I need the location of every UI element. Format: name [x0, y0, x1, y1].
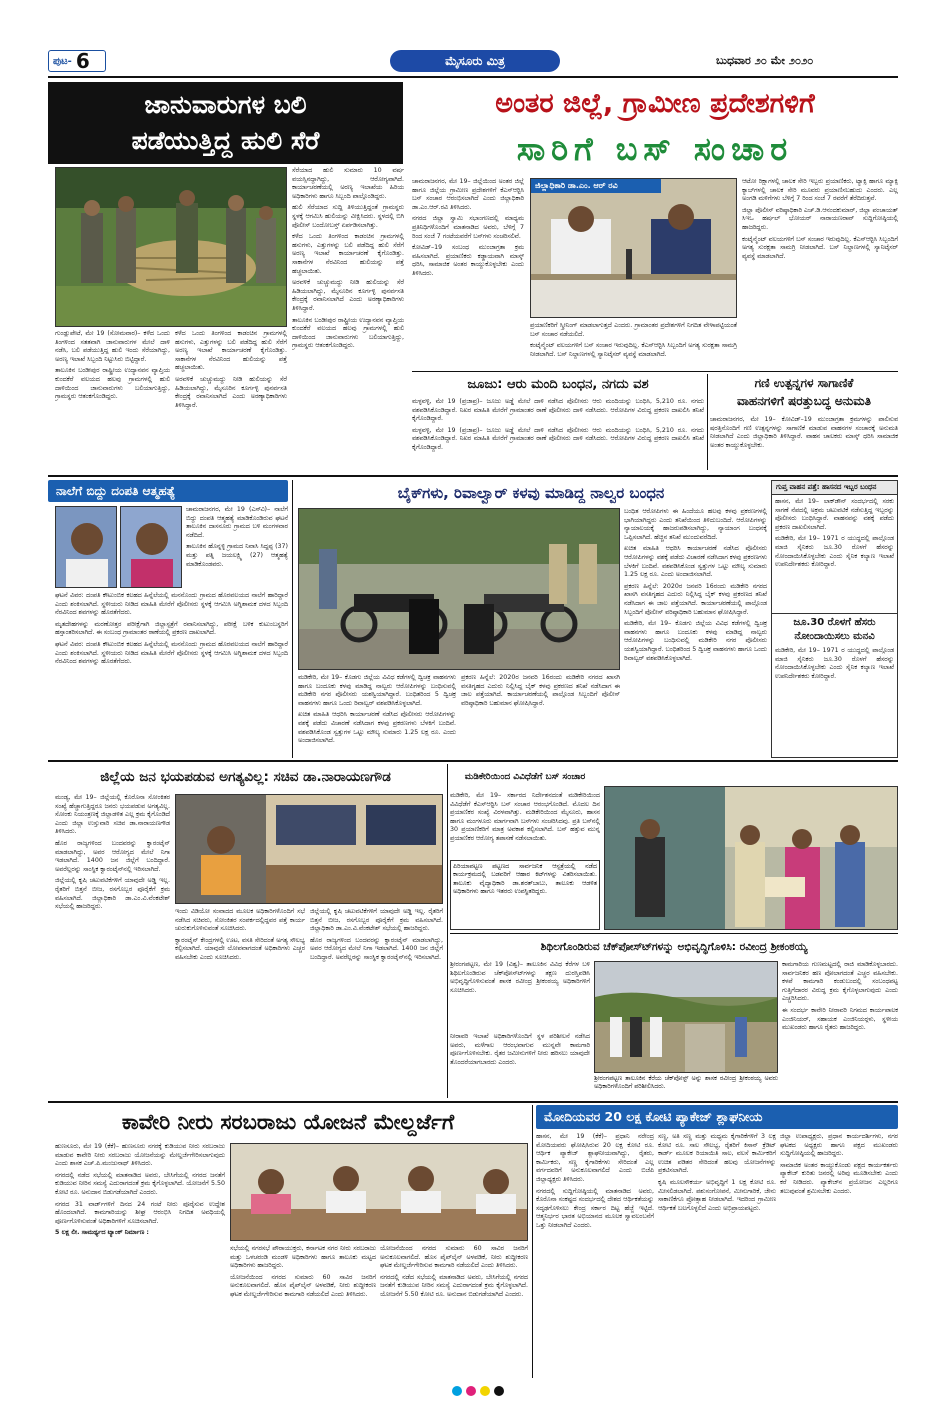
sidebox-subhead — [772, 613, 897, 644]
cauvery-headline: ಕಾವೇರಿ ನೀರು ಸರಬರಾಜು ಯೋಜನೆ ಮೇಲ್ದರ್ಜೆಗೆ — [121, 1110, 455, 1134]
minister-para-3: ಇಂದು ವಿಡಿಯೋ ಸಂವಾದದ ಮೂಲಕ ಅಧಿಕಾರಿಗಳೊಂದಿಗೆ ಸಭೆ ನಡೆಸಿದ ಸಚಿವರು, ಸೋಂಕಿತರ ಸಂಪರ್ಕದಲ್ಲಿದ್ದವರ ಪತ್ತೆ ಕಾರ್ಯ ಚುರುಕುಗೊಳಿಸುವಂತೆ ಸೂಚಿಸಿದರು. — [175, 908, 305, 933]
page-number-badge — [48, 50, 106, 72]
lake-para-3: ಕಾಮಗಾರಿಯ ಗುಣಮಟ್ಟದಲ್ಲಿ ರಾಜಿ ಮಾಡಿಕೊಳ್ಳಬಾರದು. ಸಾರ್ವಜನಿಕರ ಹಣ ಪೋಲಾಗದಂತೆ ಎಚ್ಚರ ವಹಿಸಬೇಕು. ಕಳಪೆ ಕಾಮಗಾರಿ ಕಂಡುಬಂದಲ್ಲಿ ಸಂಬಂಧಪಟ್ಟ ಗುತ್ತಿಗೆದಾರರ ವಿರುದ್ಧ ಕ್ರಮ ಕೈಗೊಳ್ಳಲಾಗುವುದು ಎಂದು ಎಚ್ಚರಿಸಿದರು. — [782, 961, 898, 1003]
bus-para-4: ಪ್ರಯಾಣಿಕರಿಗೆ ಸ್ಕ್ರೀನಿಂಗ್ ಮಾಡಲಾಗುತ್ತದೆ ಎಂದರು. ಗ್ರಾಮಾಂತರ ಪ್ರದೇಶಗಳಿಗೆ ನಿಗದಿತ ವೇಳಾಪಟ್ಟಿಯಂತೆ ಬಸ್ ಸಂಚಾರ ನಡೆಯಲಿದೆ. — [530, 322, 737, 338]
lake-photo-art — [595, 962, 778, 1073]
bus-body-col-3 — [742, 178, 898, 368]
press-meet-photo-art — [531, 179, 737, 318]
modi-body-col-2 — [658, 1133, 776, 1378]
bikes-headline: ಬೈಕ್‍ಗಳು, ರಿವಾಲ್ವಾರ್ ಕಳವು ಮಾಡಿದ್ದ ನಾಲ್ವರ ಬಂಧನ — [397, 484, 665, 502]
bus-body-col-2 — [530, 322, 737, 368]
bikes-para-4: ಬಂಧಿತ ಆರೋಪಿಗಳು ಈ ಹಿಂದೆಯೂ ಹಲವು ಕಳವು ಪ್ರಕರಣಗಳಲ್ಲಿ ಭಾಗಿಯಾಗಿದ್ದರು ಎಂದು ತನಿಖೆಯಿಂದ ತಿಳಿದುಬಂದಿದೆ. ಆರೋಪಿಗಳನ್ನು ನ್ಯಾಯಾಲಯಕ್ಕೆ ಹಾಜರುಪಡಿಸಲಾಗಿದ್ದು, ನ್ಯಾಯಾಂಗ ಬಂಧನಕ್ಕೆ ಒಪ್ಪಿಸಲಾಗಿದೆ. ಹೆಚ್ಚಿನ ತನಿಖೆ ಮುಂದುವರೆದಿದೆ. — [624, 508, 767, 541]
sidebox-para-1: ಹಾಸನ, ಮೇ 19– ಲಾಕ್‍ಡೌನ್ ಸಂದರ್ಭದಲ್ಲಿ ಸರಕು ಸಾಗಣೆ ನೆಪದಲ್ಲಿ ಅಕ್ರಮ ಚಟುವಟಿಕೆ ನಡೆಸುತ್ತಿದ್ದ ಇಬ್ಬರನ್ನು ಪೊಲೀಸರು ಬಂಧಿಸಿದ್ದಾರೆ. ವಾಹನವನ್ನು ವಶಕ್ಕೆ ಪಡೆದು ಪ್ರಕರಣ ದಾಖಲಿಸಲಾಗಿದೆ. — [775, 498, 894, 531]
cauvery-body-col-1 — [55, 1143, 225, 1378]
modi-para-3: ಸಣ್ಣ, ಅತಿ ಸಣ್ಣ ಮತ್ತು ಮಧ್ಯಮ ಕೈಗಾರಿಕೆಗಳಿಗೆ 3 ಲಕ್ಷ ಕೋಟಿ ರೂ. ಸಾಲ ಸೌಲಭ್ಯ, ರೈತರಿಗೆ ಕಿಸಾನ್ ಕ್ರೆಡಿಟ್ ಕಾರ್ಡ್ ಮೂಲಕ ರಿಯಾಯಿತಿ ಸಾಲ, ವಲಸೆ ಕಾರ್ಮಿಕರಿಗೆ ಉಚಿತ ಪಡಿತರ ಸೇರಿದಂತೆ ಹಲವು ಯೋಜನೆಗಳನ್ನು ಪ್ರಕಟಿಸಲಾಗಿದೆ. — [658, 1133, 776, 1175]
cauvery-footer-note: 5 ಲಕ್ಷ ಲೀ. ಸಾಮರ್ಥ್ಯದ ಟ್ಯಾಂಕ್ ನಿರ್ಮಾಣ : — [55, 1229, 149, 1237]
wife-portrait-art — [121, 507, 182, 588]
sidebox-subhead-line-2: ನೋಂದಾಯಿಸಲು ಮನವಿ — [794, 631, 875, 642]
tiger-body-left — [55, 330, 170, 470]
mining-headline-line-2: ವಾಹನಗಳಿಗೆ ಷರತ್ತುಬದ್ಧ ಅನುಮತಿ — [736, 394, 871, 408]
lake-body-col-2 — [450, 1033, 590, 1098]
suicide-para-3-cont: ಘಟನೆ ವಿವರ: ದಂಪತಿ ಕೌಟುಂಬಿಕ ಕಲಹದ ಹಿನ್ನೆಲೆಯಲ್ಲಿ ಮನನೊಂದು ಗ್ರಾಮದ ಹೊರವಲಯದ ನಾಲೆಗೆ ಹಾರಿದ್ದಾರೆ ಎಂದು ಶಂಕಿಸಲಾಗಿದೆ. ಸ್ಥಳೀಯರು ನೀಡಿದ ಮಾಹಿತಿ ಮೇರೆಗೆ ಪೊಲೀಸರು ಸ್ಥಳಕ್ಕೆ ಆಗಮಿಸಿ ಅಗ್ನಿಶಾಮಕ ದಳದ ಸಿಬ್ಬಂದಿ ನೆರವಿನಿಂದ ಶವಗಳನ್ನು ಹೊರತೆಗೆದರು. — [55, 640, 288, 666]
top-section-rule — [48, 475, 898, 477]
food-kit-distribution-photo — [604, 786, 898, 930]
bus-para-6: ಆಟೋ ರಿಕ್ಷಾಗಳಲ್ಲಿ ಚಾಲಕ ಸೇರಿ ಇಬ್ಬರು ಪ್ರಯಾಣಿಕರು, ಟ್ಯಾಕ್ಸಿ ಹಾಗೂ ಮ್ಯಾಕ್ಸಿ ಕ್ಯಾಬ್‍ಗಳಲ್ಲಿ ಚಾಲಕ ಸೇರಿ ಮೂವರು ಪ್ರಯಾಣಿಸಬಹುದು ಎಂದರು. ಎಲ್ಲ ಅಂಗಡಿ ಮಳಿಗೆಗಳು ಬೆಳಿಗ್ಗೆ 7 ರಿಂದ ಸಂಜೆ 7 ರವರೆಗೆ ತೆರೆದಿರುತ್ತವೆ. — [742, 178, 898, 203]
madikeri-bus-body — [450, 792, 600, 860]
bikes-body-col-3 — [624, 508, 767, 756]
tiger-para-4-cont: ಅರವಳಿಕೆ ಚುಚ್ಚುಮದ್ದು ನೀಡಿ ಹುಲಿಯನ್ನು ಸೆರೆ ಹಿಡಿಯಲಾಗಿದ್ದು, ಮೈಸೂರಿನ ಕೂರ್ಗಳ್ಳಿ ಪುನರ್ವಸತಿ ಕೇಂದ್ರಕ್ಕೆ ರವಾನಿಸಲಾಗಿದೆ ಎಂದು ಅರಣ್ಯಾಧಿಕಾರಿಗಳು ತಿಳಿಸಿದ್ದಾರೆ. — [292, 279, 404, 312]
issue-date: ಬುಧವಾರ ೨೦ ಮೇ ೨೦೨೦ — [716, 54, 814, 67]
sidebox — [771, 480, 898, 758]
registration-mark-magenta — [466, 1386, 476, 1396]
bikes-seizure-photo — [298, 508, 620, 670]
bus-para-3: ಕೋವಿಡ್–19 ಸಂಬಂಧ ಮುಂಜಾಗ್ರತಾ ಕ್ರಮ ವಹಿಸಲಾಗಿದೆ. ಪ್ರಯಾಣಿಕರು ಕಡ್ಡಾಯವಾಗಿ ಮಾಸ್ಕ್ ಧರಿಸಿ, ಸಾಮಾಜಿಕ ಅಂತರ ಕಾಯ್ದುಕೊಳ್ಳಬೇಕು ಎಂದು ತಿಳಿಸಿದರು. — [412, 244, 524, 277]
cauvery-para-5-cont: ಯೋಜನೆಯಿಂದ ನಗರದ ಸುಮಾರು 60 ಸಾವಿರ ಜನರಿಗೆ ಅನುಕೂಲವಾಗಲಿದೆ. ಹೊಸ ಪೈಪ್‍ಲೈನ್ ಅಳವಡಿಕೆ, ನೀರು ಶುದ್ಧೀಕರಣ ಘಟಕ ಮೇಲ್ದರ್ಜೆಗೇರಿಸುವ ಕಾಮಗಾರಿ ನಡೆಯಲಿದೆ ಎಂದು ತಿಳಿಸಿದರು. — [380, 1245, 528, 1270]
lake-caption — [594, 1075, 778, 1098]
gambling-body — [412, 398, 704, 470]
registration-mark-black — [494, 1386, 504, 1396]
minister-para-4: ಕ್ವಾರಂಟೈನ್ ಕೇಂದ್ರಗಳಲ್ಲಿ ಊಟ, ವಸತಿ ಸೇರಿದಂತೆ ಅಗತ್ಯ ಸೌಲಭ್ಯ ಕಲ್ಪಿಸಲಾಗಿದೆ. ಯಾವುದೇ ಲೋಪವಾಗದಂತೆ ಅಧಿಕಾರಿಗಳು ಎಚ್ಚರ ವಹಿಸಬೇಕು ಎಂದು ಸೂಚಿಸಿದರು. — [175, 936, 305, 961]
bus-headline-line-1: ಅಂತರ ಜಿಲ್ಲೆ, ಗ್ರಾಮೀಣ ಪ್ರದೇಶಗಳಿಗೆ — [495, 88, 815, 119]
tiger-para-1: ಗುಂಡ್ಲುಪೇಟೆ, ಮೇ 19 (ಸೋಮವಾರ)– ಕಳೆದ ಒಂದು ತಿಂಗಳಿಂದ ಸತತವಾಗಿ ಜಾನುವಾರುಗಳ ಮೇಲೆ ದಾಳಿ ನಡೆಸಿ, ಬಲಿ ಪಡೆಯುತ್ತಿದ್ದ ಹುಲಿ ಇಂದು ಸೆರೆಯಾಗಿದ್ದು, ಅರಣ್ಯ ಇಲಾಖೆ ಸಿಬ್ಬಂದಿ ನಿಟ್ಟುಸಿರು ಬಿಟ್ಟಿದ್ದಾರೆ. — [55, 330, 170, 363]
cauvery-photo-art — [231, 1144, 528, 1241]
minister-body-col-2 — [175, 908, 305, 1098]
bikes-para-1-cont: ಮಡಿಕೇರಿ, ಮೇ 19– ಕೊಡಗು ಜಿಲ್ಲೆಯ ವಿವಿಧ ಕಡೆಗಳಲ್ಲಿ ದ್ವಿಚಕ್ರ ವಾಹನಗಳು ಹಾಗೂ ಬಂದೂಕು ಕಳವು ಮಾಡಿದ್ದ ನಾಲ್ವರು ಆರೋಪಿಗಳನ್ನು ಬಂಧಿಸುವಲ್ಲಿ ಮಡಿಕೇರಿ ನಗರ ಪೊಲೀಸರು ಯಶಸ್ವಿಯಾಗಿದ್ದಾರೆ. ಬಂಧಿತರಿಂದ 5 ದ್ವಿಚಕ್ರ ವಾಹನಗಳು ಹಾಗೂ ಒಂದು ರಿವಾಲ್ವರ್ ವಶಪಡಿಸಿಕೊಳ್ಳಲಾಗಿದೆ. — [624, 620, 767, 662]
tiger-para-6: ಹುಲಿ ಸೆರೆಯಾದ ಸುದ್ದಿ ತಿಳಿಯುತ್ತಿದ್ದಂತೆ ಗ್ರಾಮಸ್ಥರು ಸ್ಥಳಕ್ಕೆ ಆಗಮಿಸಿ ಹುಲಿಯನ್ನು ವೀಕ್ಷಿಸಿದರು. ಸ್ಥಳದಲ್ಲಿ ಬಿಗಿ ಪೊಲೀಸ್ ಬಂದೋಬಸ್ತ್ ಏರ್ಪಡಿಸಲಾಗಿತ್ತು. — [292, 204, 404, 229]
cauvery-para-3: ನಗರದ 31 ವಾರ್ಡ್‍ಗಳಿಗೆ ದಿನದ 24 ಗಂಟೆ ನೀರು ಪೂರೈಸುವ ಉದ್ದೇಶ ಹೊಂದಲಾಗಿದೆ. ಕಾಮಗಾರಿಯನ್ನು ಶೀಘ್ರ ಆರಂಭಿಸಿ ನಿಗದಿತ ಅವಧಿಯಲ್ಲಿ ಪೂರ್ಣಗೊಳಿಸುವಂತೆ ಅಧಿಕಾರಿಗಳಿಗೆ ಸೂಚಿಸಲಾಗಿದೆ. — [55, 1200, 225, 1225]
lake-para-1: ಶ್ರೀರಂಗಪಟ್ಟಣ, ಮೇ 19 (ವಿಶ್ವ)– ತಾಲೂಕಿನ ವಿವಿಧ ಕೆರೆಗಳ ಬಳಿ ಶಿಥಿಲಗೊಂಡಿರುವ ಚೆಕ್‍ಪೋಸ್ಟ್‍ಗಳನ್ನು ತಕ್ಷಣ ದುರಸ್ತಿಪಡಿಸಿ ಅಭಿವೃದ್ಧಿಗೊಳಿಸುವಂತೆ ಶಾಸಕ ರವೀಂದ್ರ ಶ್ರೀಕಂಠಯ್ಯ ಅಧಿಕಾರಿಗಳಿಗೆ ಸೂಚಿಸಿದರು. — [450, 961, 590, 994]
sidebox-body-2 — [772, 644, 897, 742]
cauvery-meeting-photo — [230, 1143, 528, 1241]
mining-headline-line-1: ಗಣಿ ಉತ್ಪನ್ನಗಳ ಸಾಗಾಣಿಕೆ — [754, 376, 854, 390]
bikes-photo-art — [299, 509, 620, 670]
couple-photo-wife — [120, 506, 182, 588]
cauvery-body-col-3 — [380, 1245, 528, 1378]
couple-photo-husband — [55, 506, 117, 588]
minister-para-2-cont: ಹೊರ ರಾಜ್ಯಗಳಿಂದ ಬಂದವರನ್ನು ಕ್ವಾರಂಟೈನ್ ಮಾಡಲಾಗಿದ್ದು, ಅವರ ಆರೋಗ್ಯದ ಮೇಲೆ ನಿಗಾ ಇಡಲಾಗಿದೆ. 1400 ಜನ ಜಿಲ್ಲೆಗೆ ಬಂದಿದ್ದಾರೆ. ಅವರೆಲ್ಲರನ್ನು ಸಾಂಸ್ಥಿಕ ಕ್ವಾರಂಟೈನ್‍ನಲ್ಲಿ ಇರಿಸಲಾಗಿದೆ. — [310, 936, 443, 961]
lake-body-col-3 — [782, 961, 898, 1098]
bikes-body-col-2 — [461, 674, 620, 756]
tiger-headline — [48, 82, 403, 164]
suicide-body-bottom — [55, 592, 288, 752]
sidebox-body-1 — [772, 495, 897, 613]
minister-para-5: ಜಿಲ್ಲೆಯಲ್ಲಿ ಕೃಷಿ ಚಟುವಟಿಕೆಗಳಿಗೆ ಯಾವುದೇ ಅಡ್ಡಿ ಇಲ್ಲ. ರೈತರಿಗೆ ಬಿತ್ತನೆ ಬೀಜ, ರಸಗೊಬ್ಬರ ಪೂರೈಕೆಗೆ ಕ್ರಮ ವಹಿಸಲಾಗಿದೆ. ಜಿಲ್ಲಾಧಿಕಾರಿ ಡಾ.ಎಂ.ವಿ.ವೆಂಕಟೇಶ್ ಸಭೆಯಲ್ಲಿ ಹಾಜರಿದ್ದರು. — [55, 877, 170, 911]
lake-top-rule — [450, 933, 898, 934]
suicide-para-4: ಮೃತದೇಹಗಳನ್ನು ಮರಣೋತ್ತರ ಪರೀಕ್ಷೆಗಾಗಿ ಜಿಲ್ಲಾಸ್ಪತ್ರೆಗೆ ರವಾನಿಸಲಾಗಿದ್ದು, ಪರೀಕ್ಷೆ ಬಳಿಕ ಕುಟುಂಬಸ್ಥರಿಗೆ ಹಸ್ತಾಂತರಿಸಲಾಗಿದೆ. ಈ ಸಂಬಂಧ ಗ್ರಾಮಾಂತರ ಠಾಣೆಯಲ್ಲಿ ಪ್ರಕರಣ ದಾಖಲಾಗಿದೆ. — [55, 620, 288, 637]
lake-inspection-photo — [594, 961, 778, 1073]
bikes-para-3-cont: ಪ್ರಕರಣ ಹಿನ್ನೆಲೆ: 2020ರ ಜನವರಿ 16ರಂದು ಮಡಿಕೇರಿ ನಗರದ ಖಾಸಗಿ ವಸತಿಗೃಹದ ಎದುರು ನಿಲ್ಲಿಸಿದ್ದ ಬೈಕ್ ಕಳವು ಪ್ರಕರಣದ ತನಿಖೆ ನಡೆಸಿದಾಗ ಈ ಜಾಲ ಪತ್ತೆಯಾಗಿದೆ. ಕಾರ್ಯಾಚರಣೆಯಲ್ಲಿ ಪಾಲ್ಗೊಂಡ ಸಿಬ್ಬಂದಿಗೆ ಪೊಲೀಸ್ ವರಿಷ್ಠಾಧಿಕಾರಿ ಬಹುಮಾನ ಘೋಷಿಸಿದ್ದಾರೆ. — [624, 582, 767, 616]
madikeri-bus-para: ಮಡಿಕೇರಿ, ಮೇ 19– ಸರ್ಕಾರದ ನಿರ್ದೇಶನದಂತೆ ಮಡಿಕೇರಿಯಿಂದ ವಿವಿಧೆಡೆಗೆ ಕೆಎಸ್‍ಆರ್‍ಟಿಸಿ ಬಸ್ ಸಂಚಾರ ಆರಂಭಗೊಂಡಿದೆ. ಮೊದಲ ದಿನ ಪ್ರಯಾಣಿಕರ ಸಂಖ್ಯೆ ವಿರಳವಾಗಿತ್ತು. ಮಡಿಕೇರಿಯಿಂದ ಮೈಸೂರು, ಹಾಸನ ಹಾಗೂ ಮಂಗಳೂರು ಮಾರ್ಗವಾಗಿ ಬಸ್‍ಗಳು ಸಂಚರಿಸಿದವು. ಪ್ರತಿ ಬಸ್‍ನಲ್ಲಿ 30 ಪ್ರಯಾಣಿಕರಿಗೆ ಮಾತ್ರ ಅವಕಾಶ ಕಲ್ಪಿಸಲಾಗಿದೆ. ಬಸ್ ಹತ್ತುವ ಮುನ್ನ ಪ್ರಯಾಣಿಕರ ಆರೋಗ್ಯ ತಪಾಸಣೆ ನಡೆಸಲಾಯಿತು. — [450, 792, 600, 842]
bus-para-5-cont: ಕಂಟೈನ್ಮೆಂಟ್ ವಲಯಗಳಿಗೆ ಬಸ್ ಸಂಚಾರ ಇರುವುದಿಲ್ಲ. ಕೆಎಸ್‍ಆರ್‍ಟಿಸಿ ಸಿಬ್ಬಂದಿಗೆ ಅಗತ್ಯ ಸುರಕ್ಷತಾ ಸಾಮಗ್ರಿ ನೀಡಲಾಗಿದೆ. ಬಸ್ ನಿಲ್ದಾಣಗಳಲ್ಲಿ ಸ್ಯಾನಿಟೈಸರ್ ವ್ಯವಸ್ಥೆ ಮಾಡಲಾಗಿದೆ. — [742, 235, 898, 260]
mining-para: ಚಾಮರಾಜನಗರ, ಮೇ 19– ಕೋವಿಡ್–19 ಮುಂಜಾಗ್ರತಾ ಕ್ರಮಗಳನ್ನು ಪಾಲಿಸುವ ಷರತ್ತಿನೊಂದಿಗೆ ಗಣಿ ಉತ್ಪನ್ನಗಳನ್ನು ಸಾಗಾಣಿಕೆ ಮಾಡುವ ವಾಹನಗಳ ಸಂಚಾರಕ್ಕೆ ಅನುಮತಿ ನೀಡಲಾಗಿದೆ ಎಂದು ಜಿಲ್ಲಾಧಿಕಾರಿ ತಿಳಿಸಿದ್ದಾರೆ. ವಾಹನ ಚಾಲಕರು ಮಾಸ್ಕ್ ಧರಿಸಿ ಸಾಮಾಜಿಕ ಅಂತರ ಕಾಯ್ದುಕೊಳ್ಳಬೇಕು. — [710, 416, 898, 449]
cauvery-para-2: ನಗರದಲ್ಲಿ ನಡೆದ ಸಭೆಯಲ್ಲಿ ಮಾತನಾಡಿದ ಅವರು, ಬೇಸಿಗೆಯಲ್ಲಿ ನಗರದ ಜನತೆಗೆ ಕುಡಿಯುವ ನೀರಿನ ಸಮಸ್ಯೆ ಎದುರಾಗದಂತೆ ಕ್ರಮ ಕೈಗೊಳ್ಳಲಾಗಿದೆ. ಯೋಜನೆಗೆ 5.50 ಕೋಟಿ ರೂ. ಅನುದಾನ ಬಿಡುಗಡೆಯಾಗಿದೆ ಎಂದರು. — [55, 1171, 225, 1196]
masthead: ಮೈಸೂರು ಮಿತ್ರ — [390, 50, 560, 72]
tiger-headline-line-2: ಪಡೆಯುತ್ತಿದ್ದ ಹುಲಿ ಸೆರೆ — [131, 126, 320, 155]
bus-para-1: ಚಾಮರಾಜನಗರ, ಮೇ 19– ಜಿಲ್ಲೆಯಿಂದ ಅಂತರ ಜಿಲ್ಲೆ ಹಾಗೂ ಜಿಲ್ಲೆಯ ಗ್ರಾಮೀಣ ಪ್ರದೇಶಗಳಿಗೆ ಕೆಎಸ್‍ಆರ್‍ಟಿಸಿ ಬಸ್ ಸಂಚಾರ ಆರಂಭಿಸಲಾಗಿದೆ ಎಂದು ಜಿಲ್ಲಾಧಿಕಾರಿ ಡಾ.ಎಂ.ಆರ್.ರವಿ ತಿಳಿಸಿದರು. — [412, 178, 524, 211]
food-kit-photo-art — [605, 787, 898, 930]
lake-para-2: ನೀರಾವರಿ ಇಲಾಖೆ ಅಧಿಕಾರಿಗಳೊಂದಿಗೆ ಸ್ಥಳ ಪರಿಶೀಲನೆ ನಡೆಸಿದ ಅವರು, ಮಳೆಗಾಲ ಆರಂಭವಾಗುವ ಮುನ್ನವೇ ಕಾಮಗಾರಿ ಪೂರ್ಣಗೊಳಿಸಬೇಕು. ರೈತರ ಜಮೀನುಗಳಿಗೆ ನೀರು ಹರಿಸಲು ಯಾವುದೇ ತೊಂದರೆಯಾಗಬಾರದು ಎಂದರು. — [450, 1033, 590, 1066]
gambling-top-rule — [412, 371, 898, 372]
tiger-para-5: ಸೆರೆಯಾದ ಹುಲಿ ಸುಮಾರು 10 ವರ್ಷ ವಯಸ್ಸಿನದ್ದಾಗಿದ್ದು, ಆರೋಗ್ಯವಾಗಿದೆ. ಕಾರ್ಯಾಚರಣೆಯಲ್ಲಿ ಅರಣ್ಯ ಇಲಾಖೆಯ ಹಿರಿಯ ಅಧಿಕಾರಿಗಳು ಹಾಗೂ ಸಿಬ್ಬಂದಿ ಪಾಲ್ಗೊಂಡಿದ್ದರು. — [292, 167, 404, 200]
gambling-para: ಮಳ್ಳವಳ್ಳಿ, ಮೇ 19 (ಪ್ರಜಾಪ್ರ)– ಜೂಜು ಅಡ್ಡೆ ಮೇಲೆ ದಾಳಿ ನಡೆಸಿದ ಪೊಲೀಸರು ಆರು ಮಂದಿಯನ್ನು ಬಂಧಿಸಿ, 5,210 ರೂ. ನಗದು ವಶಪಡಿಸಿಕೊಂಡಿದ್ದಾರೆ. ನಿಖರ ಮಾಹಿತಿ ಮೇರೆಗೆ ಗ್ರಾಮಾಂತರ ಠಾಣೆ ಪೊಲೀಸರು ದಾಳಿ ನಡೆಸಿದರು. ಆರೋಪಿಗಳ ವಿರುದ್ಧ ಪ್ರಕರಣ ದಾಖಲಿಸಿ ತನಿಖೆ ಕೈಗೊಂಡಿದ್ದಾರೆ. — [412, 398, 704, 423]
minister-body-col-3 — [310, 908, 443, 1098]
bus-press-meet-photo — [530, 178, 737, 318]
tiger-para-3: ಕಳೆದ ಒಂದು ತಿಂಗಳಿಂದ ಕಾಡಂಚಿನ ಗ್ರಾಮಗಳಲ್ಲಿ ಹಸುಗಳು, ಎತ್ತುಗಳನ್ನು ಬಲಿ ಪಡೆದಿದ್ದ ಹುಲಿ ಸೆರೆಗೆ ಅರಣ್ಯ ಇಲಾಖೆ ಕಾರ್ಯಾಚರಣೆ ಕೈಗೊಂಡಿತ್ತು. ಸಾಕಾನೆಗಳ ನೆರವಿನಿಂದ ಹುಲಿಯನ್ನು ಪತ್ತೆ ಹಚ್ಚಲಾಯಿತು. — [175, 330, 287, 372]
registration-mark-cyan — [452, 1386, 462, 1396]
modi-para-1: ಹಾಸನ, ಮೇ 19 (ಕೆಕೆ)– ಪ್ರಧಾನಿ ನರೇಂದ್ರ ಮೋದಿಯವರು ಘೋಷಿಸಿರುವ 20 ಲಕ್ಷ ಕೋಟಿ ರೂ. ಆರ್ಥಿಕ ಪ್ಯಾಕೇಜ್ ಶ್ಲಾಘನೀಯವಾಗಿದ್ದು, ರೈತರು, ಕಾರ್ಮಿಕರು, ಸಣ್ಣ ಕೈಗಾರಿಕೆಗಳು ಸೇರಿದಂತೆ ಎಲ್ಲ ವರ್ಗದವರಿಗೆ ಅನುಕೂಲವಾಗಲಿದೆ ಎಂದು ಬಿಜೆಪಿ ಜಿಲ್ಲಾಧ್ಯಕ್ಷರು ತಿಳಿಸಿದರು. — [536, 1133, 654, 1183]
bus-para-2: ನಗರದ ಜಿಲ್ಲಾ ಸ್ವಾಮಿ ಸಭಾಂಗಣದಲ್ಲಿ ಮಾಧ್ಯಮ ಪ್ರತಿನಿಧಿಗಳೊಂದಿಗೆ ಮಾತನಾಡಿದ ಅವರು, ಬೆಳಿಗ್ಗೆ 7 ರಿಂದ ಸಂಜೆ 7 ಗಂಟೆಯವರೆಗೆ ಬಸ್‍ಗಳು ಸಂಚರಿಸಲಿವೆ. — [412, 215, 524, 240]
modi-headline: ಮೋದಿಯವರ 20 ಲಕ್ಷ ಕೋಟಿ ಪ್ಯಾಕೇಜ್ ಶ್ಲಾಘನೀಯ — [536, 1105, 898, 1129]
modi-para-5: ಜಿಲ್ಲಾ ಉಪಾಧ್ಯಕ್ಷರು, ಪ್ರಧಾನ ಕಾರ್ಯದರ್ಶಿಗಳು, ನಗರ ಘಟಕದ ಅಧ್ಯಕ್ಷರು ಹಾಗೂ ಪಕ್ಷದ ಮುಖಂಡರು ಸುದ್ದಿಗೋಷ್ಠಿಯಲ್ಲಿ ಹಾಜರಿದ್ದರು. — [780, 1133, 898, 1158]
suicide-bikes-divider — [292, 480, 293, 758]
modi-para-6: ಸಾಮಾಜಿಕ ಅಂತರ ಕಾಯ್ದುಕೊಂಡು ಪಕ್ಷದ ಕಾರ್ಯಕರ್ತರು ಪ್ಯಾಕೇಜ್ ಕುರಿತು ಜನರಲ್ಲಿ ಅರಿವು ಮೂಡಿಸಬೇಕು ಎಂದು ಕರೆ ನೀಡಿದರು. ಪ್ಯಾಕೇಜ್‍ನ ಪ್ರಯೋಜನ ಎಲ್ಲರಿಗೂ ತಲುಪುವಂತೆ ಶ್ರಮಿಸಬೇಕು ಎಂದರು. — [780, 1161, 898, 1195]
mining-headline — [710, 374, 898, 414]
tiger-capture-photo — [55, 167, 287, 327]
bikes-para-2-cont: ಖಚಿತ ಮಾಹಿತಿ ಆಧರಿಸಿ ಕಾರ್ಯಾಚರಣೆ ನಡೆಸಿದ ಪೊಲೀಸರು ಆರೋಪಿಗಳನ್ನು ವಶಕ್ಕೆ ಪಡೆದು ವಿಚಾರಣೆ ನಡೆಸಿದಾಗ ಕಳವು ಪ್ರಕರಣಗಳು ಬೆಳಕಿಗೆ ಬಂದಿವೆ. ವಶಪಡಿಸಿಕೊಂಡ ಸ್ವತ್ತುಗಳ ಒಟ್ಟು ಮೌಲ್ಯ ಸುಮಾರು 1.25 ಲಕ್ಷ ರೂ. ಎಂದು ಅಂದಾಜಿಸಲಾಗಿದೆ. — [624, 545, 767, 579]
suicide-para-3: ಘಟನೆ ವಿವರ: ದಂಪತಿ ಕೌಟುಂಬಿಕ ಕಲಹದ ಹಿನ್ನೆಲೆಯಲ್ಲಿ ಮನನೊಂದು ಗ್ರಾಮದ ಹೊರವಲಯದ ನಾಲೆಗೆ ಹಾರಿದ್ದಾರೆ ಎಂದು ಶಂಕಿಸಲಾಗಿದೆ. ಸ್ಥಳೀಯರು ನೀಡಿದ ಮಾಹಿತಿ ಮೇರೆಗೆ ಪೊಲೀಸರು ಸ್ಥಳಕ್ಕೆ ಆಗಮಿಸಿ ಅಗ್ನಿಶಾಮಕ ದಳದ ಸಿಬ್ಬಂದಿ ನೆರವಿನಿಂದ ಶವಗಳನ್ನು ಹೊರತೆಗೆದರು. — [55, 592, 288, 617]
sidebox-title: ಗುಪ್ತ ವಾಹನ ಪತ್ತೆ: ಹಾಸನದ ಇಬ್ಬರ ಬಂಧನ — [772, 481, 897, 495]
bus-para-5: ಕಂಟೈನ್ಮೆಂಟ್ ವಲಯಗಳಿಗೆ ಬಸ್ ಸಂಚಾರ ಇರುವುದಿಲ್ಲ. ಕೆಎಸ್‍ಆರ್‍ಟಿಸಿ ಸಿಬ್ಬಂದಿಗೆ ಅಗತ್ಯ ಸುರಕ್ಷತಾ ಸಾಮಗ್ರಿ ನೀಡಲಾಗಿದೆ. ಬಸ್ ನಿಲ್ದಾಣಗಳಲ್ಲಿ ಸ್ಯಾನಿಟೈಸರ್ ವ್ಯವಸ್ಥೆ ಮಾಡಲಾಗಿದೆ. — [530, 342, 737, 358]
husband-portrait-art — [56, 507, 117, 588]
suicide-para-2: ತಾಲೂಕಿನ ಹೊನ್ನಳ್ಳಿ ಗ್ರಾಮದ ನಿವಾಸಿ ಸಿದ್ದಪ್ಪ (37) ಮತ್ತು ಪತ್ನಿ ಜಯಲಕ್ಷ್ಮಿ (27) ಆತ್ಮಹತ್ಯೆ ಮಾಡಿಕೊಂಡವರು. — [186, 543, 288, 568]
tiger-body-right — [292, 167, 404, 470]
sidebox-para-2: ಮಡಿಕೇರಿ, ಮೇ 19– 1971 ರ ಯುದ್ಧದಲ್ಲಿ ಪಾಲ್ಗೊಂಡ ಮಾಜಿ ಸೈನಿಕರು ಜೂ.30 ರೊಳಗೆ ಹೆಸರನ್ನು ನೋಂದಾಯಿಸಿಕೊಳ್ಳಬೇಕು ಎಂದು ಸೈನಿಕ ಕಲ್ಯಾಣ ಇಲಾಖೆ ಉಪನಿರ್ದೇಶಕರು ಕೋರಿದ್ದಾರೆ. — [775, 647, 894, 680]
modi-body-col-1 — [536, 1133, 654, 1378]
madikeri-caption-text: ಪಿರಿಯಾಪಟ್ಟಣ ಪಟ್ಟಣದ ಸಾರ್ವಜನಿಕ ಆಸ್ಪತ್ರೆಯಲ್ಲಿ ನಡೆದ ಕಾರ್ಯಕ್ರಮದಲ್ಲಿ ಬಡವರಿಗೆ ಆಹಾರ ಕಿಟ್‍ಗಳನ್ನು ವಿತರಿಸಲಾಯಿತು. ತಾಲೂಕು ವೈದ್ಯಾಧಿಕಾರಿ ಡಾ.ಶರತ್‍ಬಾಬು, ತಾಲೂಕು ಆಡಳಿತ ಅಧಿಕಾರಿಗಳು ಹಾಗೂ ಇತರರು ಉಪಸ್ಥಿತರಿದ್ದರು. — [453, 863, 597, 896]
tiger-para-2-cont: ತಾಲೂಕಿನ ಬಂಡೀಪುರ ರಾಷ್ಟ್ರೀಯ ಉದ್ಯಾನವನ ವ್ಯಾಪ್ತಿಯ ಕುಂದಕೆರೆ ವಲಯದ ಹಲವು ಗ್ರಾಮಗಳಲ್ಲಿ ಹುಲಿ ದಾಳಿಯಿಂದ ಜಾನುವಾರುಗಳು ಬಲಿಯಾಗುತ್ತಿದ್ದು, ಗ್ರಾಮಸ್ಥರು ಆತಂಕಗೊಂಡಿದ್ದರು. — [292, 316, 404, 350]
cauvery-para-4: ಸಭೆಯಲ್ಲಿ ನಗರಸಭೆ ಪೌರಾಯುಕ್ತರು, ಕರ್ನಾಟಕ ನಗರ ನೀರು ಸರಬರಾಜು ಮತ್ತು ಒಳಚರಂಡಿ ಮಂಡಳಿ ಅಧಿಕಾರಿಗಳು ಹಾಗೂ ತಾಲೂಕು ಮಟ್ಟದ ಅಧಿಕಾರಿಗಳು ಹಾಜರಿದ್ದರು. — [230, 1245, 376, 1270]
cauvery-para-5: ಯೋಜನೆಯಿಂದ ನಗರದ ಸುಮಾರು 60 ಸಾವಿರ ಜನರಿಗೆ ಅನುಕೂಲವಾಗಲಿದೆ. ಹೊಸ ಪೈಪ್‍ಲೈನ್ ಅಳವಡಿಕೆ, ನೀರು ಶುದ್ಧೀಕರಣ ಘಟಕ ಮೇಲ್ದರ್ಜೆಗೇರಿಸುವ ಕಾಮಗಾರಿ ನಡೆಯಲಿದೆ ಎಂದು ತಿಳಿಸಿದರು. — [230, 1273, 376, 1298]
lake-headline: ಶಿಥಿಲಗೊಂಡಿರುವ ಚೆಕ್‍ಪೋಸ್ಟ್‍ಗಳನ್ನು ಅಭಿವೃದ್ಧಿಗೊಳಿಸಿ: ರವೀಂದ್ರ ಶ್ರೀಕಂಠಯ್ಯ — [540, 941, 808, 953]
mid-section-rule — [48, 760, 898, 762]
bikes-para-1: ಮಡಿಕೇರಿ, ಮೇ 19– ಕೊಡಗು ಜಿಲ್ಲೆಯ ವಿವಿಧ ಕಡೆಗಳಲ್ಲಿ ದ್ವಿಚಕ್ರ ವಾಹನಗಳು ಹಾಗೂ ಬಂದೂಕು ಕಳವು ಮಾಡಿದ್ದ ನಾಲ್ವರು ಆರೋಪಿಗಳನ್ನು ಬಂಧಿಸುವಲ್ಲಿ ಮಡಿಕೇರಿ ನಗರ ಪೊಲೀಸರು ಯಶಸ್ವಿಯಾಗಿದ್ದಾರೆ. ಬಂಧಿತರಿಂದ 5 ದ್ವಿಚಕ್ರ ವಾಹನಗಳು ಹಾಗೂ ಒಂದು ರಿವಾಲ್ವರ್ ವಶಪಡಿಸಿಕೊಳ್ಳಲಾಗಿದೆ. — [298, 674, 456, 707]
modi-para-4: ಕೃಷಿ ಮೂಲಸೌಕರ್ಯ ಅಭಿವೃದ್ಧಿಗೆ 1 ಲಕ್ಷ ಕೋಟಿ ರೂ. ಮೀಸಲಿಡಲಾಗಿದೆ. ಪಶುಸಂಗೋಪನೆ, ಮೀನುಗಾರಿಕೆ, ಜೇನು ಸಾಕಾಣಿಕೆಗೂ ಪ್ರೋತ್ಸಾಹ ನೀಡಲಾಗಿದೆ. ಇದರಿಂದ ಗ್ರಾಮೀಣ ಆರ್ಥಿಕತೆ ಬಲಗೊಳ್ಳಲಿದೆ ಎಂದು ಅಭಿಪ್ರಾಯಪಟ್ಟರು. — [658, 1178, 776, 1212]
gambling-sanitizer-divider — [707, 374, 708, 470]
page-label: ಪುಟ- — [53, 55, 72, 67]
minister-video-conference-photo — [175, 794, 443, 904]
bikes-para-2: ಖಚಿತ ಮಾಹಿತಿ ಆಧರಿಸಿ ಕಾರ್ಯಾಚರಣೆ ನಡೆಸಿದ ಪೊಲೀಸರು ಆರೋಪಿಗಳನ್ನು ವಶಕ್ಕೆ ಪಡೆದು ವಿಚಾರಣೆ ನಡೆಸಿದಾಗ ಕಳವು ಪ್ರಕರಣಗಳು ಬೆಳಕಿಗೆ ಬಂದಿವೆ. ವಶಪಡಿಸಿಕೊಂಡ ಸ್ವತ್ತುಗಳ ಒಟ್ಟು ಮೌಲ್ಯ ಸುಮಾರು 1.25 ಲಕ್ಷ ರೂ. ಎಂದು ಅಂದಾಜಿಸಲಾಗಿದೆ. — [298, 711, 456, 745]
suicide-body-top — [186, 506, 288, 588]
cauvery-para-1: ಹುಣಸೂರು, ಮೇ 19 (ಕೆಕೆ)– ಹುಣಸೂರು ನಗರಕ್ಕೆ ಕುಡಿಯುವ ನೀರು ಸರಬರಾಜು ಮಾಡುವ ಕಾವೇರಿ ನೀರು ಸರಬರಾಜು ಯೋಜನೆಯನ್ನು ಮೇಲ್ದರ್ಜೆಗೇರಿಸಲಾಗುವುದು ಎಂದು ಶಾಸಕ ಎಚ್.ಪಿ.ಮಂಜುನಾಥ್ ತಿಳಿಸಿದರು. — [55, 1143, 225, 1168]
modi-body-col-3 — [780, 1133, 898, 1378]
lake-caption-text: ಶ್ರೀರಂಗಪಟ್ಟಣ ತಾಲೂಕಿನ ಕೆರೆಯ ಚೆಕ್‍ಪೋಸ್ಟ್ ಅನ್ನು ಶಾಸಕ ರವೀಂದ್ರ ಶ್ರೀಕಂಠಯ್ಯ ಅವರು ಅಧಿಕಾರಿಗಳೊಂದಿಗೆ ಪರಿಶೀಲಿಸಿದರು. — [594, 1075, 778, 1091]
bikes-para-3: ಪ್ರಕರಣ ಹಿನ್ನೆಲೆ: 2020ರ ಜನವರಿ 16ರಂದು ಮಡಿಕೇರಿ ನಗರದ ಖಾಸಗಿ ವಸತಿಗೃಹದ ಎದುರು ನಿಲ್ಲಿಸಿದ್ದ ಬೈಕ್ ಕಳವು ಪ್ರಕರಣದ ತನಿಖೆ ನಡೆಸಿದಾಗ ಈ ಜಾಲ ಪತ್ತೆಯಾಗಿದೆ. ಕಾರ್ಯಾಚರಣೆಯಲ್ಲಿ ಪಾಲ್ಗೊಂಡ ಸಿಬ್ಬಂದಿಗೆ ಪೊಲೀಸ್ ವರಿಷ್ಠಾಧಿಕಾರಿ ಬಹುಮಾನ ಘೋಷಿಸಿದ್ದಾರೆ. — [461, 674, 620, 707]
minister-madikeri-divider — [447, 764, 448, 1098]
minister-para-5-cont: ಜಿಲ್ಲೆಯಲ್ಲಿ ಕೃಷಿ ಚಟುವಟಿಕೆಗಳಿಗೆ ಯಾವುದೇ ಅಡ್ಡಿ ಇಲ್ಲ. ರೈತರಿಗೆ ಬಿತ್ತನೆ ಬೀಜ, ರಸಗೊಬ್ಬರ ಪೂರೈಕೆಗೆ ಕ್ರಮ ವಹಿಸಲಾಗಿದೆ. ಜಿಲ್ಲಾಧಿಕಾರಿ ಡಾ.ಎಂ.ವಿ.ವೆಂಕಟೇಶ್ ಸಭೆಯಲ್ಲಿ ಹಾಜರಿದ್ದರು. — [310, 908, 443, 933]
conference-photo-art — [176, 795, 443, 904]
cauvery-body-col-2 — [230, 1245, 376, 1378]
tiger-para-4: ಅರವಳಿಕೆ ಚುಚ್ಚುಮದ್ದು ನೀಡಿ ಹುಲಿಯನ್ನು ಸೆರೆ ಹಿಡಿಯಲಾಗಿದ್ದು, ಮೈಸೂರಿನ ಕೂರ್ಗಳ್ಳಿ ಪುನರ್ವಸತಿ ಕೇಂದ್ರಕ್ಕೆ ರವಾನಿಸಲಾಗಿದೆ ಎಂದು ಅರಣ್ಯಾಧಿಕಾರಿಗಳು ತಿಳಿಸಿದ್ದಾರೆ. — [175, 375, 287, 409]
sidebox-subhead-line-1: ಜೂ.30 ರೊಳಗೆ ಹೆಸರು — [793, 617, 876, 628]
tiger-para-3-cont: ಕಳೆದ ಒಂದು ತಿಂಗಳಿಂದ ಕಾಡಂಚಿನ ಗ್ರಾಮಗಳಲ್ಲಿ ಹಸುಗಳು, ಎತ್ತುಗಳನ್ನು ಬಲಿ ಪಡೆದಿದ್ದ ಹುಲಿ ಸೆರೆಗೆ ಅರಣ್ಯ ಇಲಾಖೆ ಕಾರ್ಯಾಚರಣೆ ಕೈಗೊಂಡಿತ್ತು. ಸಾಕಾನೆಗಳ ನೆರವಿನಿಂದ ಹುಲಿಯನ್ನು ಪತ್ತೆ ಹಚ್ಚಲಾಯಿತು. — [292, 233, 404, 275]
page-number: 6 — [75, 49, 90, 73]
minister-para-2: ಹೊರ ರಾಜ್ಯಗಳಿಂದ ಬಂದವರನ್ನು ಕ್ವಾರಂಟೈನ್ ಮಾಡಲಾಗಿದ್ದು, ಅವರ ಆರೋಗ್ಯದ ಮೇಲೆ ನಿಗಾ ಇಡಲಾಗಿದೆ. 1400 ಜನ ಜಿಲ್ಲೆಗೆ ಬಂದಿದ್ದಾರೆ. ಅವರೆಲ್ಲರನ್ನು ಸಾಂಸ್ಥಿಕ ಕ್ವಾರಂಟೈನ್‍ನಲ್ಲಿ ಇರಿಸಲಾಗಿದೆ. — [55, 839, 170, 873]
tiger-para-2: ತಾಲೂಕಿನ ಬಂಡೀಪುರ ರಾಷ್ಟ್ರೀಯ ಉದ್ಯಾನವನ ವ್ಯಾಪ್ತಿಯ ಕುಂದಕೆರೆ ವಲಯದ ಹಲವು ಗ್ರಾಮಗಳಲ್ಲಿ ಹುಲಿ ದಾಳಿಯಿಂದ ಜಾನುವಾರುಗಳು ಬಲಿಯಾಗುತ್ತಿದ್ದು, ಗ್ರಾಮಸ್ಥರು ಆತಂಕಗೊಂಡಿದ್ದರು. — [55, 367, 170, 401]
minister-headline: ಜಿಲ್ಲೆಯ ಜನ ಭಯಪಡುವ ಅಗತ್ಯವಿಲ್ಲ: ಸಚಿವ ಡಾ.ನಾರಾಯಣಗೌಡ — [100, 769, 391, 785]
minister-para-1: ಮಂಡ್ಯ, ಮೇ 19– ಜಿಲ್ಲೆಯಲ್ಲಿ ಕೊರೊನಾ ಸೋಂಕಿತರ ಸಂಖ್ಯೆ ಹೆಚ್ಚಾಗುತ್ತಿದ್ದರೂ ಜನರು ಭಯಪಡುವ ಅಗತ್ಯವಿಲ್ಲ. ಸೋಂಕು ನಿಯಂತ್ರಣಕ್ಕೆ ಜಿಲ್ಲಾಡಳಿತ ಎಲ್ಲ ಕ್ರಮ ಕೈಗೊಂಡಿದೆ ಎಂದು ಜಿಲ್ಲಾ ಉಸ್ತುವಾರಿ ಸಚಿವ ಡಾ.ನಾರಾಯಣಗೌಡ ತಿಳಿಸಿದರು. — [55, 794, 170, 836]
tiger-body-mid — [175, 330, 287, 470]
lake-para-4: ಈ ಸಂದರ್ಭ ಕಾವೇರಿ ನೀರಾವರಿ ನಿಗಮದ ಕಾರ್ಯಪಾಲಕ ಎಂಜಿನಿಯರ್, ಸಹಾಯಕ ಎಂಜಿನಿಯರ್‍ಗಳು, ಸ್ಥಳೀಯ ಮುಖಂಡರು ಹಾಗೂ ರೈತರು ಹಾಜರಿದ್ದರು. — [782, 1006, 898, 1032]
registration-mark-yellow — [480, 1386, 490, 1396]
mining-body — [710, 416, 898, 470]
photo-label: ಜಿಲ್ಲಾಧಿಕಾರಿ ಡಾ.ಎಂ. ಆರ್ ರವಿ — [531, 179, 661, 193]
madikeri-caption — [450, 860, 600, 930]
suicide-headline: ನಾಲೆಗೆ ಬಿದ್ದು ದಂಪತಿ ಆತ್ಮಹತ್ಯೆ — [48, 480, 288, 502]
cauvery-para-2-cont: ನಗರದಲ್ಲಿ ನಡೆದ ಸಭೆಯಲ್ಲಿ ಮಾತನಾಡಿದ ಅವರು, ಬೇಸಿಗೆಯಲ್ಲಿ ನಗರದ ಜನತೆಗೆ ಕುಡಿಯುವ ನೀರಿನ ಸಮಸ್ಯೆ ಎದುರಾಗದಂತೆ ಕ್ರಮ ಕೈಗೊಳ್ಳಲಾಗಿದೆ. ಯೋಜನೆಗೆ 5.50 ಕೋಟಿ ರೂ. ಅನುದಾನ ಬಿಡುಗಡೆಯಾಗಿದೆ ಎಂದರು. — [380, 1273, 528, 1298]
modi-para-2: ನಗರದಲ್ಲಿ ಸುದ್ದಿಗೋಷ್ಠಿಯಲ್ಲಿ ಮಾತನಾಡಿದ ಅವರು, ಕೊರೊನಾ ಸಂಕಷ್ಟದ ಸಂದರ್ಭದಲ್ಲಿ ದೇಶದ ಆರ್ಥಿಕತೆಯನ್ನು ಸದೃಢಗೊಳಿಸಲು ಕೇಂದ್ರ ಸರ್ಕಾರ ದಿಟ್ಟ ಹೆಜ್ಜೆ ಇಟ್ಟಿದೆ. ಆತ್ಮನಿರ್ಭರ ಭಾರತ ಅಭಿಯಾನದ ಮೂಲಕ ಸ್ವಾವಲಂಬನೆಗೆ ಒತ್ತು ನೀಡಲಾಗಿದೆ ಎಂದರು. — [536, 1187, 654, 1229]
cauvery-modi-divider — [532, 1105, 533, 1378]
sidebox-para-1-cont: ಮಡಿಕೇರಿ, ಮೇ 19– 1971 ರ ಯುದ್ಧದಲ್ಲಿ ಪಾಲ್ಗೊಂಡ ಮಾಜಿ ಸೈನಿಕರು ಜೂ.30 ರೊಳಗೆ ಹೆಸರನ್ನು ನೋಂದಾಯಿಸಿಕೊಳ್ಳಬೇಕು ಎಂದು ಸೈನಿಕ ಕಲ್ಯಾಣ ಇಲಾಖೆ ಉಪನಿರ್ದೇಶಕರು ಕೋರಿದ್ದಾರೆ. — [775, 535, 894, 569]
bus-headline-line-2: ಸಾರಿಗೆ ಬಸ್ ಸಂಚಾರ — [516, 130, 794, 168]
madikeri-bus-headline: ಮಡಿಕೇರಿಯಿಂದ ವಿವಿಧೆಡೆಗೆ ಬಸ್ ಸಂಚಾರ — [464, 772, 586, 782]
lake-body-col-1 — [450, 961, 590, 1031]
bikes-body-col-1 — [298, 674, 456, 756]
tiger-photo-art — [56, 168, 287, 327]
tiger-headline-line-1: ಜಾನುವಾರುಗಳ ಬಲಿ — [144, 90, 307, 119]
bottom-section-rule — [48, 1101, 898, 1103]
bus-body-col-1 — [412, 178, 524, 368]
gambling-para-cont: ಮಳ್ಳವಳ್ಳಿ, ಮೇ 19 (ಪ್ರಜಾಪ್ರ)– ಜೂಜು ಅಡ್ಡೆ ಮೇಲೆ ದಾಳಿ ನಡೆಸಿದ ಪೊಲೀಸರು ಆರು ಮಂದಿಯನ್ನು ಬಂಧಿಸಿ, 5,210 ರೂ. ನಗದು ವಶಪಡಿಸಿಕೊಂಡಿದ್ದಾರೆ. ನಿಖರ ಮಾಹಿತಿ ಮೇರೆಗೆ ಗ್ರಾಮಾಂತರ ಠಾಣೆ ಪೊಲೀಸರು ದಾಳಿ ನಡೆಸಿದರು. ಆರೋಪಿಗಳ ವಿರುದ್ಧ ಪ್ರಕರಣ ದಾಖಲಿಸಿ ತನಿಖೆ ಕೈಗೊಂಡಿದ್ದಾರೆ. — [412, 426, 704, 451]
bus-para-7: ಜಿಲ್ಲಾ ಪೊಲೀಸ್ ವರಿಷ್ಠಾಧಿಕಾರಿ ಎಚ್.ಡಿ.ಆನಂದಕುಮಾರ್, ಜಿಲ್ಲಾ ಪಂಚಾಯತ್ ಸಿಇಒ ಹರ್ಷಲ್ ಭೋಯರ್ ನಾರಾಯಣರಾವ್ ಸುದ್ದಿಗೋಷ್ಠಿಯಲ್ಲಿ ಹಾಜರಿದ್ದರು. — [742, 206, 898, 231]
suicide-para-1: ಚಾಮರಾಜನಗರ, ಮೇ 19 (ಎಸ್‍ವಿ)– ನಾಲೆಗೆ ಬಿದ್ದು ದಂಪತಿ ಆತ್ಮಹತ್ಯೆ ಮಾಡಿಕೊಂಡಿರುವ ಘಟನೆ ತಾಲೂಕಿನ ದಾಸನೂರು ಗ್ರಾಮದ ಬಳಿ ಮಂಗಳವಾರ ನಡೆದಿದೆ. — [186, 506, 288, 539]
gambling-headline: ಜೂಜು: ಆರು ಮಂದಿ ಬಂಧನ, ನಗದು ವಶ — [467, 377, 649, 392]
minister-body-col-1 — [55, 794, 170, 1098]
header-rule — [48, 76, 898, 78]
